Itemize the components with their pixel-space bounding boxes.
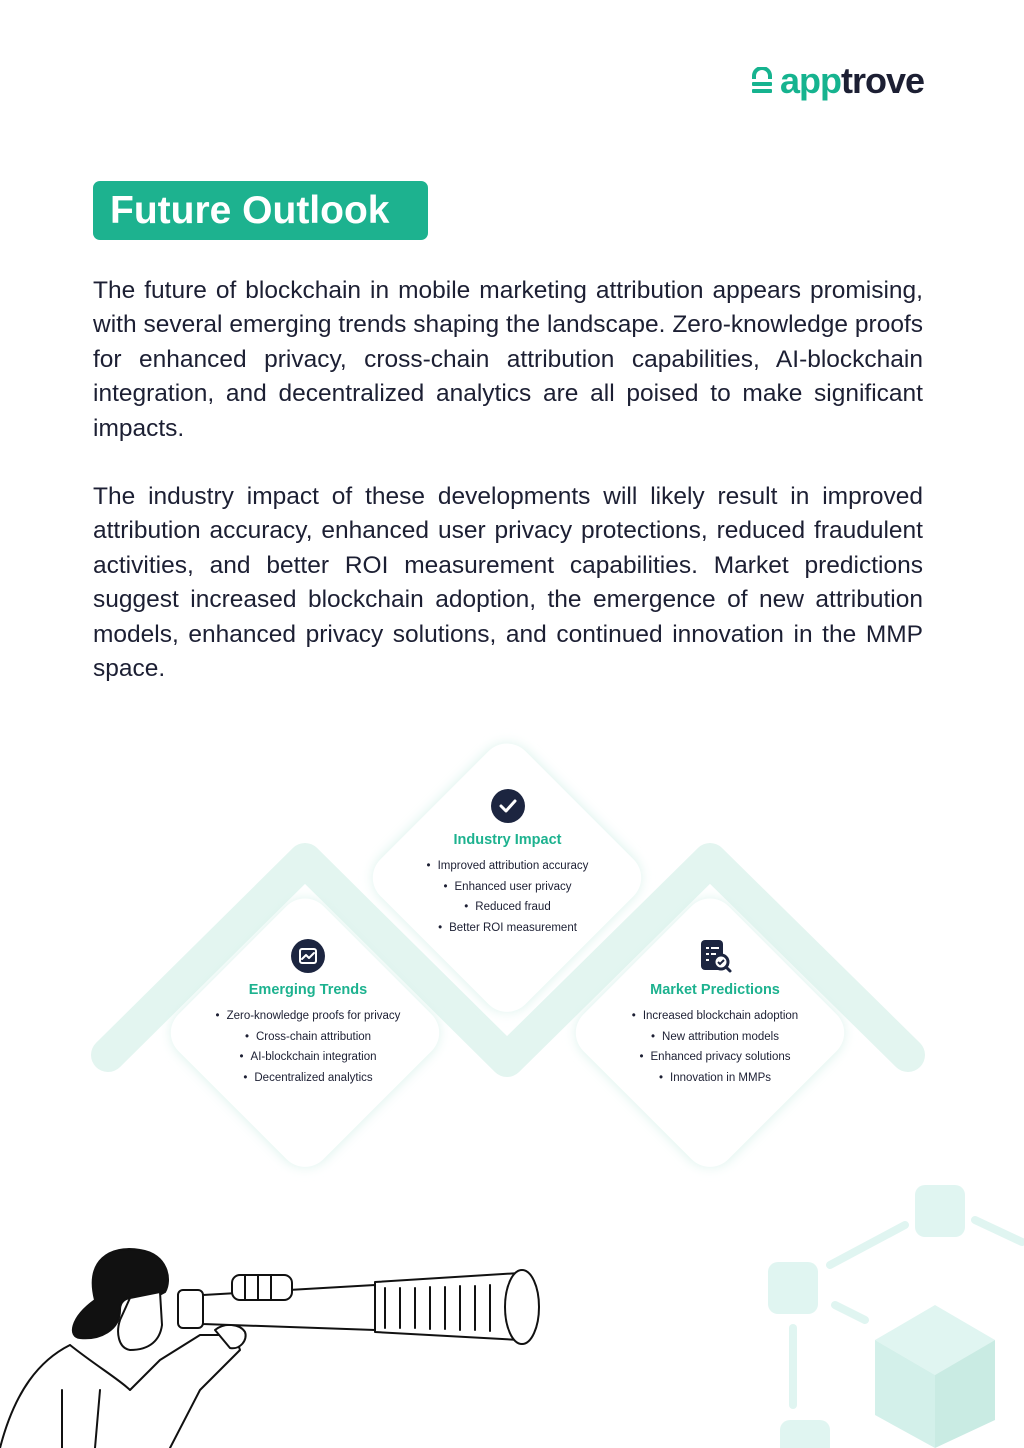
list-item: • Enhanced user privacy [380,877,635,898]
card-industry-impact [380,788,635,938]
section-title: Future Outlook [93,181,428,240]
logo-app-text: app [779,60,841,101]
impact-paragraph: The industry impact of these developments will likely result in improved attribution accuracy, enhanced user privacy protections, reduced fraudulent activities, and better ROI measurement capabilities. Market predictions suggest increased blockchain adoption, the emergence of new attribution models, enhanced privacy solutions, and continued innovation in the MMP space. [93,483,923,683]
lock-logo-icon [750,67,774,95]
list-item: • Decentralized analytics [178,1068,438,1089]
list-item: • Reduced fraud [380,897,635,918]
diamond-background [0,700,1024,1200]
list-item: • Cross-chain attribution [178,1027,438,1048]
list-item: • New attribution models [585,1027,845,1048]
logo-trove-text: trove [840,60,924,101]
card-title: Market Predictions [650,982,780,998]
card-emerging-trends [178,938,438,1088]
list-item: • Better ROI measurement [380,918,635,939]
blockchain-cube-decoration [760,1180,1024,1448]
list-item: • Zero-knowledge proofs for privacy [178,1006,438,1027]
list-item: • AI-blockchain integration [178,1047,438,1068]
card-market-predictions [585,938,845,1088]
list-item: • Increased blockchain adoption [585,1006,845,1027]
list-item: • Innovation in MMPs [585,1068,845,1089]
trend-chart-icon [290,938,326,974]
card-title: Emerging Trends [248,982,368,998]
badge-check-icon [490,788,526,824]
intro-paragraph: The future of blockchain in mobile marketing attribution appears promising, with several emerging trends shaping the landscape. Zero-knowledge proofs for enhanced privacy, cross-chain attribution capabilities, AI-blockchain integration, and decentralized analytics are all poised to make significant impacts. [93,277,923,442]
list-item: • Enhanced privacy solutions [585,1047,845,1068]
card-list [178,1006,438,1088]
brand-logo [750,60,924,102]
list-item: • Improved attribution accuracy [380,856,635,877]
card-title: Industry Impact [453,832,562,848]
card-list [380,856,635,938]
outlook-infographic [0,700,1024,1200]
person-telescope-illustration [0,1240,560,1448]
card-list [585,1006,845,1088]
report-search-icon [697,938,733,974]
